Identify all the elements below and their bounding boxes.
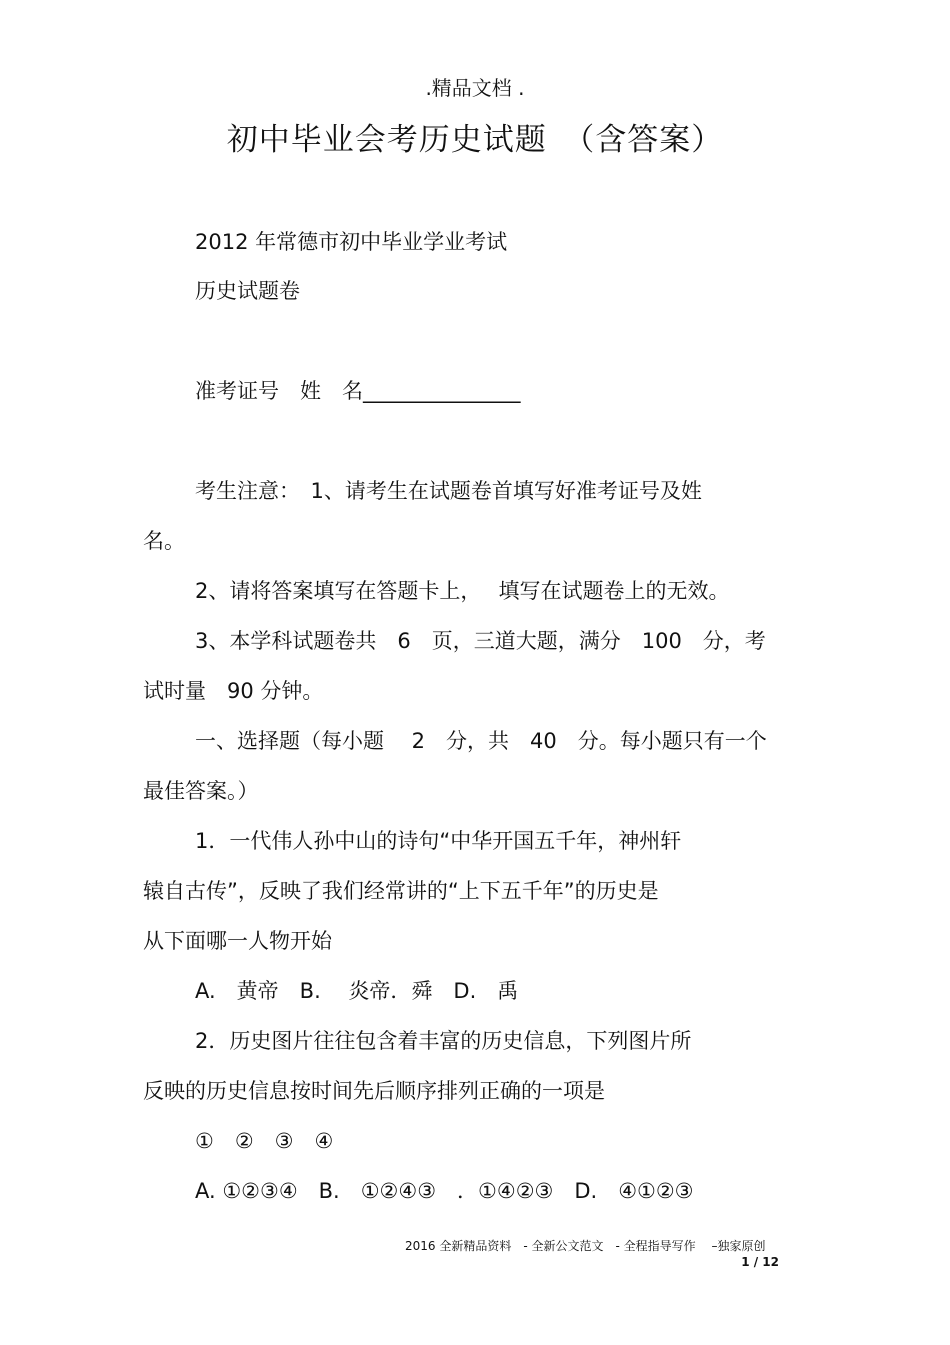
section-heading-cont: 最佳答案。） [143,779,259,803]
page-number: 1 / 12 [741,1255,779,1269]
page-header: .精品文档 . [425,76,525,100]
question-1-line-2: 辕自古传”，反映了我们经常讲的“上下五千年”的历史是 [143,879,659,903]
paper-name: 历史试题卷 [195,279,300,303]
footer-text: 2016 全新精品资料 - 全新公文范文 - 全程指导写作 –独家原创 [405,1239,766,1253]
notice-line-1: 考生注意： 1、请考生在试题卷首填写好准考证号及姓 [195,479,702,503]
section-heading: 一、选择题（每小题 2 分，共 40 分。每小题只有一个 [195,729,767,753]
question-2-line-2: 反映的历史信息按时间先后顺序排列正确的一项是 [143,1079,605,1103]
exam-name: 2012 年常德市初中毕业学业考试 [195,230,508,254]
question-2-line-1: 2．历史图片往往包含着丰富的历史信息，下列图片所 [195,1029,692,1053]
document-title: 初中毕业会考历史试题 （含答案） [226,122,724,158]
notice-line-4: 3、本学科试题卷共 6 页，三道大题，满分 100 分，考 [195,629,766,653]
question-2-options: A. ①②③④ B. ①②④③ ．①④②③ D. ④①②③ [195,1179,694,1203]
notice-line-2: 名。 [143,529,185,553]
candidate-info-line: 准考证号 姓 名_______________ [195,379,521,403]
question-1-line-3: 从下面哪一人物开始 [143,929,332,953]
question-1-line-1: 1．一代伟人孙中山的诗句“中华开国五千年，神州轩 [195,829,682,853]
question-2-image-labels: ① ② ③ ④ [195,1129,334,1153]
question-1-options: A. 黄帝 B. 炎帝．舜 D. 禹 [195,979,519,1003]
notice-line-3: 2、请将答案填写在答题卡上， 填写在试题卷上的无效。 [195,579,730,603]
notice-line-5: 试时量 90 分钟。 [143,679,324,703]
